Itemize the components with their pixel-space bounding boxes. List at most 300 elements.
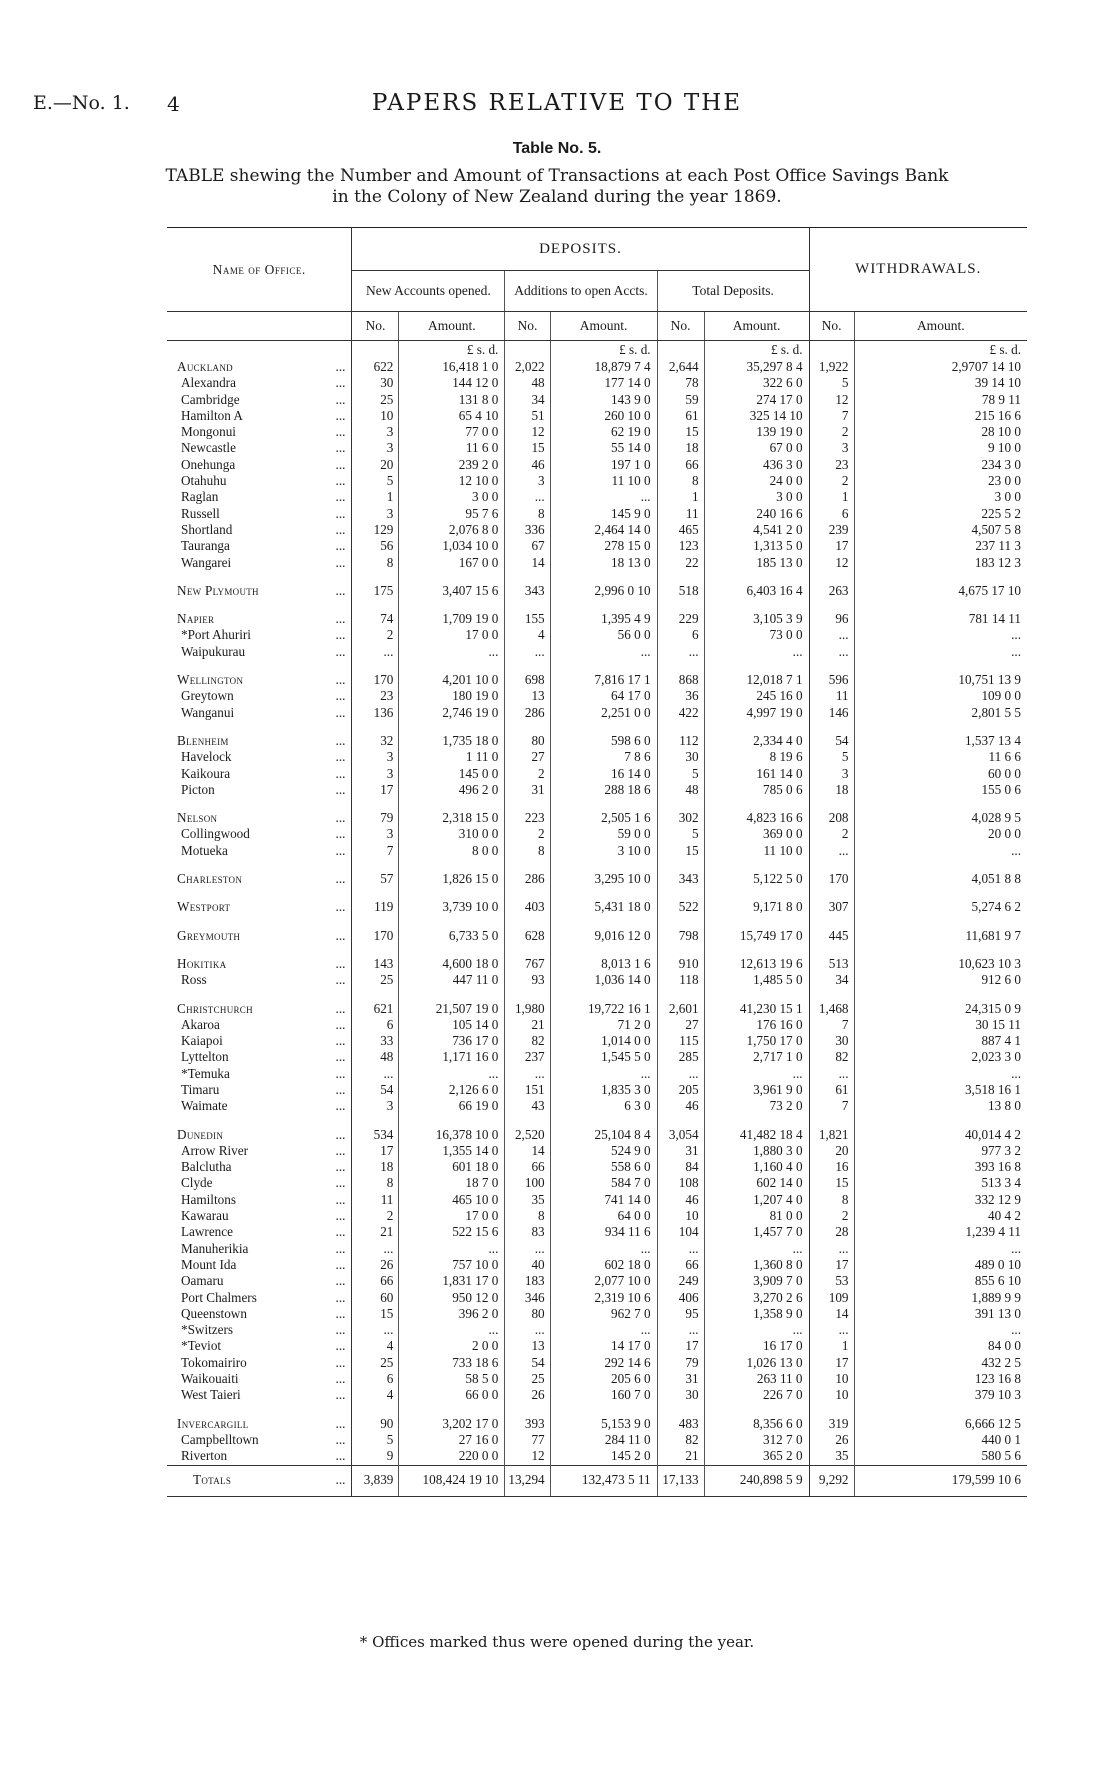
table-row (167, 489, 1027, 505)
new-amt-cell: 239 2 0 (399, 457, 505, 473)
wd-no-cell: ... (809, 1241, 854, 1257)
wd-amt-cell: 432 2 5 (981, 1354, 1021, 1370)
new-amt-cell: 21,507 19 0 (399, 1001, 505, 1017)
add-no-cell: 4 (505, 627, 550, 643)
wd-no-cell: 2 (809, 473, 854, 489)
new-amt-cell: 58 5 0 (399, 1371, 505, 1387)
wd-amt-cell: 13 8 0 (988, 1098, 1021, 1114)
new-amt-cell: 144 12 0 (399, 375, 505, 391)
table-row (167, 1224, 1027, 1240)
new-no-cell: 8 (352, 1175, 399, 1191)
table-row (167, 672, 1027, 688)
add-no-cell: 183 (505, 1273, 550, 1289)
office-name: Napier (177, 611, 215, 627)
wd-amt-cell: 237 11 3 (975, 538, 1021, 554)
new-no-cell: 10 (352, 408, 399, 424)
table-row (167, 473, 1027, 489)
leader-dots: ... (314, 1432, 352, 1448)
wd-no-cell: ... (809, 644, 854, 660)
new-no-cell: 33 (352, 1033, 399, 1049)
table-row (167, 1306, 1027, 1322)
wd-amt-cell: 20 0 0 (988, 826, 1021, 842)
table-row (167, 1322, 1027, 1338)
wd-no-cell: 2 (809, 826, 854, 842)
add-no-cell: 100 (505, 1175, 550, 1191)
new-amt-cell: 2,746 19 0 (399, 705, 505, 721)
tot-amt-cell: ... (704, 1241, 809, 1257)
leader-dots: ... (314, 611, 352, 627)
add-amt-cell: ... (550, 1066, 657, 1082)
add-no-cell: 2 (505, 766, 550, 782)
office-name: Wellington (177, 672, 244, 688)
office-name: Raglan (181, 489, 219, 505)
leader-dots: ... (314, 1098, 352, 1114)
new-no-cell: 25 (352, 972, 399, 988)
add-no-cell: 8 (505, 1208, 550, 1224)
new-amt-cell: 3,407 15 6 (399, 583, 505, 599)
tot-no-cell: 61 (657, 408, 704, 424)
wd-amt-cell: 4,028 9 5 (971, 810, 1021, 826)
table-row (167, 1290, 1027, 1306)
new-no-cell: 25 (352, 392, 399, 408)
office-name: Manuherikia (181, 1240, 249, 1256)
tot-amt-cell: 1,313 5 0 (704, 538, 809, 554)
tot-amt-cell: 322 6 0 (704, 375, 809, 391)
add-no-cell: 346 (505, 1290, 550, 1306)
new-amt-cell: 8 0 0 (399, 843, 505, 859)
wd-no-cell: ... (809, 1066, 854, 1082)
leader-dots: ... (314, 1033, 352, 1049)
add-no-cell: 286 (505, 871, 550, 887)
tot-no-cell: 5 (657, 826, 704, 842)
office-name: Auckland (177, 359, 233, 374)
table-row (167, 359, 1027, 375)
add-no-cell: ... (505, 489, 550, 505)
wd-no-cell: 18 (809, 782, 854, 798)
add-amt-cell: 1,835 3 0 (550, 1082, 657, 1098)
add-amt-cell: 5,153 9 0 (550, 1416, 657, 1432)
wd-amt-cell: ... (1011, 643, 1021, 659)
office-name: Nelson (177, 810, 218, 826)
new-amt-cell: ... (399, 1322, 505, 1338)
new-no-cell: 66 (352, 1273, 399, 1289)
new-no-cell: 60 (352, 1290, 399, 1306)
new-amt-cell: ... (399, 1066, 505, 1082)
add-amt-cell: 2,996 0 10 (550, 583, 657, 599)
add-amt-cell: 962 7 0 (550, 1306, 657, 1322)
add-amt-cell: 71 2 0 (550, 1017, 657, 1033)
add-no-cell: 93 (505, 972, 550, 988)
add-no-header: No. (505, 312, 550, 341)
tot-no-cell: 11 (657, 506, 704, 522)
table-row (167, 749, 1027, 765)
office-name: Shortland (181, 521, 233, 537)
add-no-cell: 12 (505, 424, 550, 440)
tot-no-cell: 21 (657, 1448, 704, 1465)
new-amt-cell: 17 0 0 (399, 1208, 505, 1224)
total-tot-amt: 240,898 5 9 (704, 1465, 809, 1496)
add-amt-cell: 934 11 6 (550, 1224, 657, 1240)
wd-amt-cell: 11,681 9 7 (965, 927, 1021, 943)
tot-no-cell: 104 (657, 1224, 704, 1240)
new-amt-cell: 2,318 15 0 (399, 810, 505, 826)
office-name: *Temuka (181, 1065, 230, 1081)
add-amt-cell: 2,464 14 0 (550, 522, 657, 538)
table-row (167, 871, 1027, 887)
leader-dots: ... (314, 705, 352, 721)
leader-dots: ... (314, 1355, 352, 1371)
leader-dots: ... (314, 826, 352, 842)
table-row (167, 538, 1027, 554)
new-no-cell: 48 (352, 1049, 399, 1065)
wd-no-cell: 239 (809, 522, 854, 538)
tot-amt-cell: 365 2 0 (704, 1448, 809, 1465)
leader-dots: ... (314, 871, 352, 887)
add-no-cell: ... (505, 1241, 550, 1257)
table-row (167, 644, 1027, 660)
new-amt-cell: 3,739 10 0 (399, 899, 505, 915)
new-no-cell: 4 (352, 1338, 399, 1354)
add-amt-cell: 2,505 1 6 (550, 810, 657, 826)
tot-no-cell: ... (657, 644, 704, 660)
new-amt-cell: 447 11 0 (399, 972, 505, 988)
leader-dots: ... (314, 489, 352, 505)
tot-amt-cell: 325 14 10 (704, 408, 809, 424)
office-name: Greymouth (177, 927, 241, 943)
add-amt-cell: 1,036 14 0 (550, 972, 657, 988)
wd-no-cell: 34 (809, 972, 854, 988)
total-add-no: 13,294 (505, 1465, 550, 1496)
new-amt-cell: 4,600 18 0 (399, 956, 505, 972)
office-name: Lyttelton (181, 1049, 229, 1065)
tot-amt-cell: 6,403 16 4 (704, 583, 809, 599)
add-amt-cell: ... (550, 644, 657, 660)
office-name: Greytown (181, 688, 234, 704)
tot-no-cell: 522 (657, 899, 704, 915)
wd-no-cell: 307 (809, 899, 854, 915)
tot-amt-cell: 1,358 9 0 (704, 1306, 809, 1322)
leader-dots: ... (314, 733, 352, 749)
footnote: * Offices marked thus were opened during the year. (359, 1633, 755, 1651)
new-amt-cell: 757 10 0 (399, 1257, 505, 1273)
wd-no-cell: 3 (809, 766, 854, 782)
tot-amt-cell: 240 16 6 (704, 506, 809, 522)
add-amt-cell: 55 14 0 (550, 440, 657, 456)
wd-no-cell: 10 (809, 1387, 854, 1403)
add-amt-cell: 741 14 0 (550, 1192, 657, 1208)
office-name: Clyde (181, 1175, 213, 1191)
new-no-cell: 21 (352, 1224, 399, 1240)
office-name: Tauranga (181, 538, 230, 554)
leader-dots: ... (314, 1338, 352, 1354)
add-no-cell: 83 (505, 1224, 550, 1240)
table-number: Table No. 5. (512, 140, 602, 157)
wd-amt-cell: 2,9707 14 10 (951, 359, 1021, 374)
tot-no-cell: 66 (657, 1257, 704, 1273)
wd-amt-cell: 24,315 0 9 (964, 1000, 1021, 1016)
add-no-cell: 12 (505, 1448, 550, 1465)
row-spacer (167, 798, 1027, 810)
leader-dots: ... (314, 457, 352, 473)
table-row (167, 1208, 1027, 1224)
add-amt-cell: 288 18 6 (550, 782, 657, 798)
wd-no-cell: 3 (809, 440, 854, 456)
wd-no-cell: ... (809, 1322, 854, 1338)
row-spacer (167, 721, 1027, 733)
tot-amt-cell: 41,230 15 1 (704, 1001, 809, 1017)
tot-amt-cell: 369 0 0 (704, 826, 809, 842)
tot-no-cell: 8 (657, 473, 704, 489)
document-reference: E.—No. 1. (33, 92, 130, 114)
tot-no-cell: 18 (657, 440, 704, 456)
table-row (167, 440, 1027, 456)
row-spacer (167, 571, 1027, 583)
add-amt-cell: 25,104 8 4 (550, 1127, 657, 1143)
add-amt-cell: 64 17 0 (550, 688, 657, 704)
leader-dots: ... (314, 928, 352, 944)
wd-no-cell: 6 (809, 506, 854, 522)
tot-no-cell: ... (657, 1241, 704, 1257)
wd-no-cell: 263 (809, 583, 854, 599)
table-row (167, 408, 1027, 424)
new-amt-cell: 77 0 0 (399, 424, 505, 440)
add-no-cell: 151 (505, 1082, 550, 1098)
leader-dots: ... (314, 555, 352, 571)
new-no-cell: 25 (352, 1355, 399, 1371)
add-no-cell: 2,520 (505, 1127, 550, 1143)
leader-dots: ... (314, 473, 352, 489)
wd-amt-cell: 84 0 0 (988, 1338, 1021, 1354)
wd-amount-header: Amount. (854, 312, 1027, 341)
new-no-cell: 170 (352, 672, 399, 688)
wd-no-cell: 53 (809, 1273, 854, 1289)
wd-no-cell: 96 (809, 611, 854, 627)
table-row (167, 1355, 1027, 1371)
leader-dots: ... (314, 1387, 352, 1403)
tot-amt-cell: 2,334 4 0 (704, 733, 809, 749)
new-no-cell: 1 (352, 489, 399, 505)
tot-amt-cell: 3,909 7 0 (704, 1273, 809, 1289)
office-name: Havelock (181, 749, 232, 765)
new-no-cell: 621 (352, 1001, 399, 1017)
page-number: 4 (167, 92, 180, 116)
table-row (167, 1017, 1027, 1033)
office-name: Christchurch (177, 1000, 253, 1016)
total-wd-amt: 179,599 10 6 (854, 1465, 1027, 1496)
page-title: PAPERS RELATIVE TO THE (371, 90, 743, 116)
tot-no-cell: 82 (657, 1432, 704, 1448)
wd-amt-cell: 4,507 5 8 (971, 521, 1021, 537)
tot-no-cell: 48 (657, 782, 704, 798)
tot-no-cell: 302 (657, 810, 704, 826)
add-no-cell: 393 (505, 1416, 550, 1432)
name-spacer (167, 312, 352, 341)
add-no-cell: 14 (505, 1143, 550, 1159)
new-no-cell: 56 (352, 538, 399, 554)
wd-amt-cell: 40 4 2 (988, 1208, 1021, 1224)
total-tot-no: 17,133 (657, 1465, 704, 1496)
wd-amt-cell: 912 6 0 (981, 972, 1021, 988)
add-no-cell: 66 (505, 1159, 550, 1175)
wd-amt-cell: 580 5 6 (981, 1448, 1021, 1464)
row-spacer (167, 1115, 1027, 1127)
wd-no-cell: 12 (809, 392, 854, 408)
new-amt-cell: 396 2 0 (399, 1306, 505, 1322)
new-amt-cell: 1,709 19 0 (399, 611, 505, 627)
table-row (167, 627, 1027, 643)
wd-no-cell: 445 (809, 928, 854, 944)
wd-no-cell: 16 (809, 1159, 854, 1175)
new-no-cell: 3 (352, 440, 399, 456)
tot-amt-cell: 41,482 18 4 (704, 1127, 809, 1143)
wd-no-cell: 8 (809, 1192, 854, 1208)
wd-no-cell: 319 (809, 1416, 854, 1432)
office-name: Kaikoura (181, 765, 231, 781)
row-spacer (167, 599, 1027, 611)
office-name: Dunedin (177, 1126, 224, 1142)
new-no-cell: 18 (352, 1159, 399, 1175)
table-row (167, 1033, 1027, 1049)
new-no-cell: 2 (352, 627, 399, 643)
wd-amt-cell: 78 9 11 (981, 391, 1021, 407)
tot-amt-cell: 3,270 2 6 (704, 1290, 809, 1306)
leader-dots: ... (314, 1127, 352, 1143)
add-no-cell: 237 (505, 1049, 550, 1065)
office-name: Port Chalmers (181, 1289, 257, 1305)
new-amt-cell: 16,418 1 0 (399, 359, 505, 375)
wd-no-cell: 109 (809, 1290, 854, 1306)
leader-dots: ... (314, 1290, 352, 1306)
wd-no-cell: 61 (809, 1082, 854, 1098)
new-no-cell: 20 (352, 457, 399, 473)
tot-amt-cell: 1,160 4 0 (704, 1159, 809, 1175)
new-no-cell: 3 (352, 766, 399, 782)
withdrawals-header: WITHDRAWALS. (809, 228, 1027, 312)
leader-dots: ... (314, 1208, 352, 1224)
total-amount-header: Amount. (704, 312, 809, 341)
office-name: Kaiapoi (181, 1033, 223, 1049)
add-no-cell: 286 (505, 705, 550, 721)
add-amt-cell: 9,016 12 0 (550, 928, 657, 944)
wd-amt-cell: ... (1011, 842, 1021, 858)
add-no-cell: 628 (505, 928, 550, 944)
additions-header: Additions to open Accts. (505, 271, 657, 312)
table-row (167, 392, 1027, 408)
table-row (167, 1159, 1027, 1175)
new-amt-cell: 105 14 0 (399, 1017, 505, 1033)
add-no-cell: 223 (505, 810, 550, 826)
wd-no-cell: 7 (809, 1017, 854, 1033)
table-row (167, 1049, 1027, 1065)
office-name: Arrow River (181, 1142, 249, 1158)
leader-dots: ... (314, 1159, 352, 1175)
tot-no-cell: 46 (657, 1192, 704, 1208)
tot-amt-cell: 226 7 0 (704, 1387, 809, 1403)
tot-amt-cell: 35,297 8 4 (704, 359, 809, 375)
transactions-table (167, 227, 1027, 1497)
table-row (167, 1432, 1027, 1448)
tot-no-cell: 1 (657, 489, 704, 505)
add-amt-cell: ... (550, 1322, 657, 1338)
new-no-cell: 74 (352, 611, 399, 627)
add-no-cell: 80 (505, 1306, 550, 1322)
add-amt-cell: 18,879 7 4 (550, 359, 657, 375)
row-spacer (167, 887, 1027, 899)
tot-no-cell: 118 (657, 972, 704, 988)
table-caption (0, 166, 1114, 208)
wd-amt-cell: ... (1011, 1240, 1021, 1256)
table-row (167, 688, 1027, 704)
wd-amt-cell: 1,239 4 11 (965, 1224, 1021, 1240)
name-of-office-header: Name of Office. (167, 228, 352, 312)
wd-amt-cell: 379 10 3 (974, 1387, 1021, 1403)
tot-amt-cell: 12,018 7 1 (704, 672, 809, 688)
add-amt-cell: 59 0 0 (550, 826, 657, 842)
tot-no-cell: 868 (657, 672, 704, 688)
tot-no-cell: 343 (657, 871, 704, 887)
table-row (167, 899, 1027, 915)
tot-amt-cell: 3,961 9 0 (704, 1082, 809, 1098)
wd-no-cell: 7 (809, 1098, 854, 1114)
office-name: Picton (181, 781, 215, 797)
office-name: *Port Ahuriri (181, 627, 251, 643)
add-no-cell: 43 (505, 1098, 550, 1114)
leader-dots: ... (314, 1001, 352, 1017)
tot-no-cell: ... (657, 1322, 704, 1338)
tot-amt-cell: 16 17 0 (704, 1338, 809, 1354)
office-name: Akaroa (181, 1016, 220, 1032)
wd-amt-cell: 6,666 12 5 (964, 1415, 1021, 1431)
tot-no-cell: 31 (657, 1371, 704, 1387)
leader-dots: ... (314, 522, 352, 538)
leader-dots: ... (314, 506, 352, 522)
tot-amt-cell: 11 10 0 (704, 843, 809, 859)
add-amt-cell: 524 9 0 (550, 1143, 657, 1159)
table-row (167, 375, 1027, 391)
leader-dots: ... (314, 1465, 352, 1496)
tot-no-cell: 27 (657, 1017, 704, 1033)
tot-amt-cell: 139 19 0 (704, 424, 809, 440)
tot-amt-cell: 1,360 8 0 (704, 1257, 809, 1273)
new-amt-cell: 1,735 18 0 (399, 733, 505, 749)
table-row (167, 1273, 1027, 1289)
wd-amt-cell: 4,675 17 10 (958, 582, 1021, 598)
wd-amt-cell: 11 6 6 (988, 749, 1021, 765)
wd-amt-cell: 489 0 10 (974, 1256, 1021, 1272)
new-accounts-header: New Accounts opened. (352, 271, 505, 312)
tot-no-cell: 15 (657, 424, 704, 440)
new-amt-cell: 12 10 0 (399, 473, 505, 489)
new-no-cell: 3 (352, 826, 399, 842)
tot-no-cell: 6 (657, 627, 704, 643)
leader-dots: ... (314, 627, 352, 643)
new-amt-cell: 16,378 10 0 (399, 1127, 505, 1143)
wd-no-cell: 20 (809, 1143, 854, 1159)
new-no-cell: 622 (352, 359, 399, 375)
new-no-cell: 17 (352, 1143, 399, 1159)
add-no-cell: 8 (505, 506, 550, 522)
table-row (167, 1371, 1027, 1387)
leader-dots: ... (314, 1192, 352, 1208)
add-no-cell: 21 (505, 1017, 550, 1033)
wd-no-cell: 15 (809, 1175, 854, 1191)
tot-no-cell: 15 (657, 843, 704, 859)
new-no-cell: 3 (352, 1098, 399, 1114)
table-row (167, 506, 1027, 522)
add-no-cell: 8 (505, 843, 550, 859)
total-no-header: No. (657, 312, 704, 341)
leader-dots: ... (314, 392, 352, 408)
